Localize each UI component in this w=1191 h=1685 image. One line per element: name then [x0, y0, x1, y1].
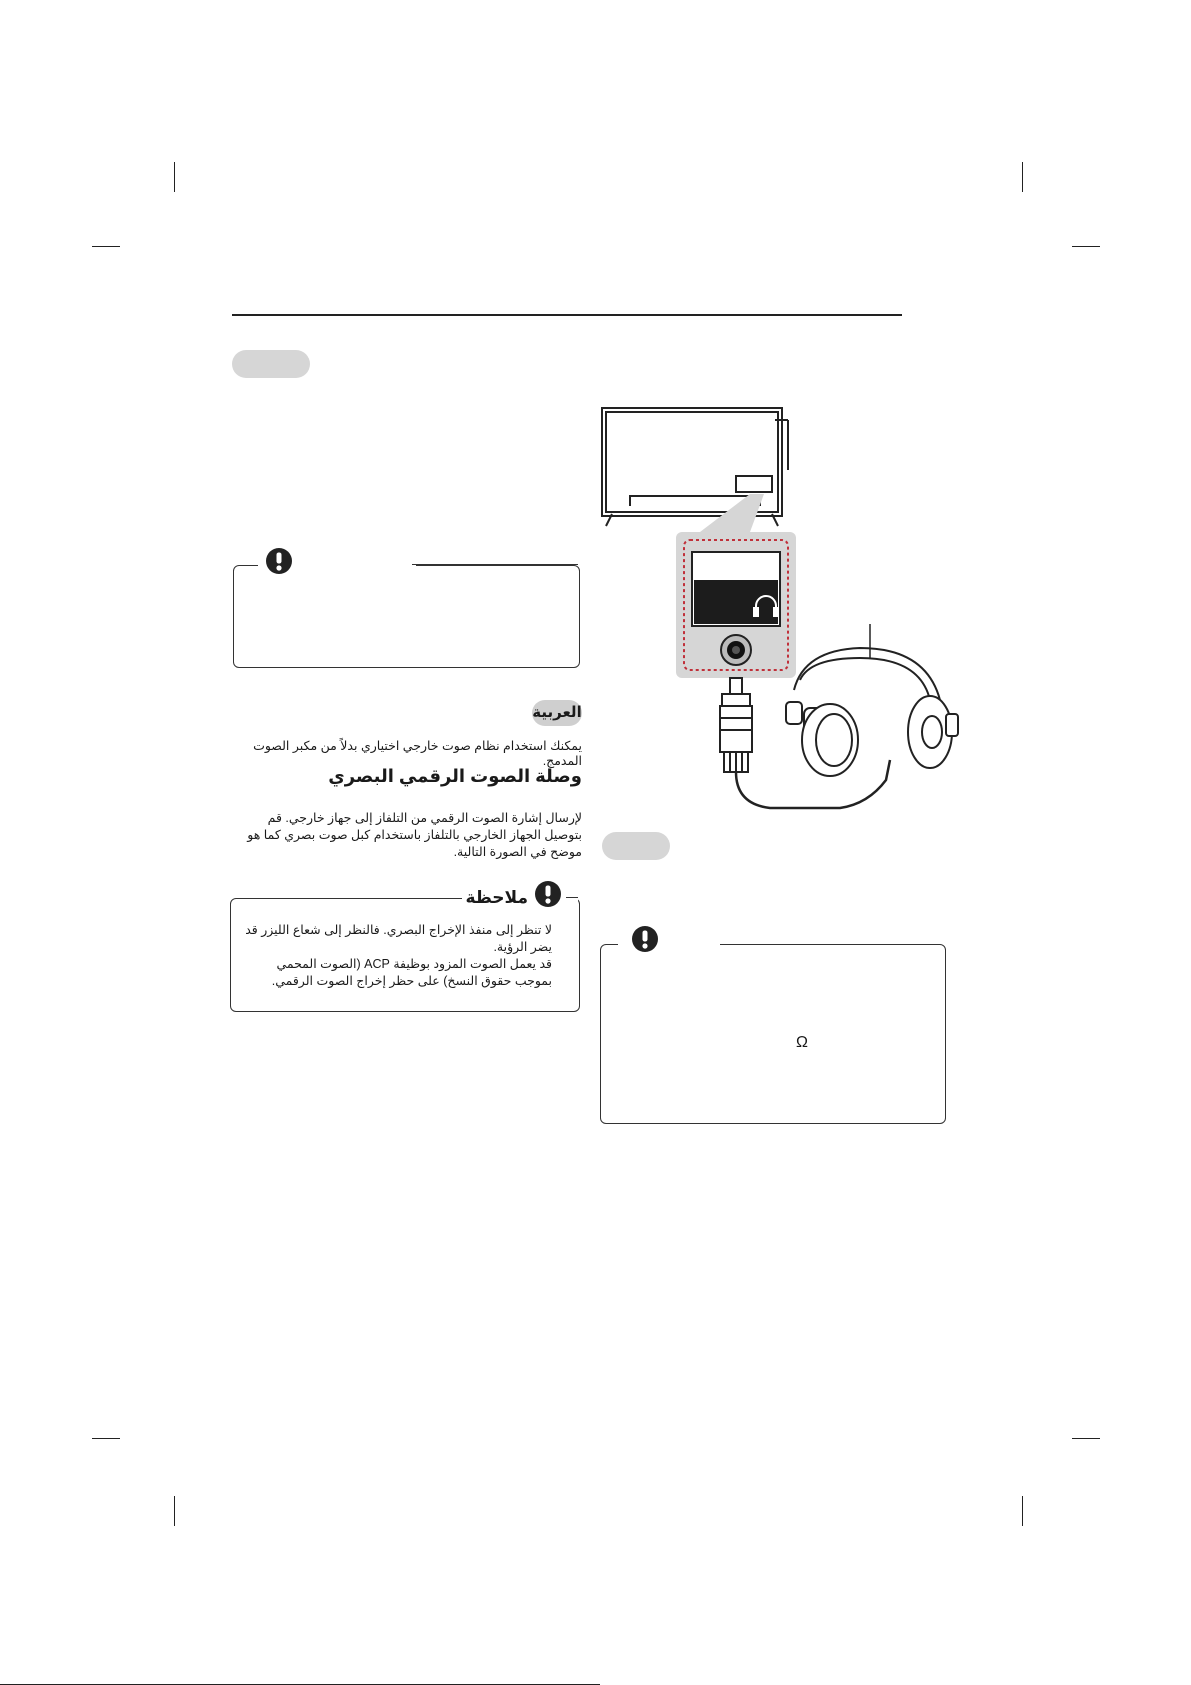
section-pill: [232, 350, 310, 378]
tv-back: [602, 408, 788, 526]
note-item: قد يعمل الصوت المزود بوظيفة ACP (الصوت المحمي بموجب حقوق النسخ) على حظر إخراج الصوت الرقمي.: [271, 957, 552, 988]
intro-text: يمكنك استخدام نظام صوت خارجي اختياري بدلاً من مكبر الصوت المدمج.: [253, 739, 582, 768]
language-badge: العربية: [532, 700, 582, 726]
caution-icon: [265, 547, 293, 580]
crop-mark: [1022, 1496, 1023, 1526]
crop-mark: [174, 1496, 175, 1526]
caution-icon: [534, 880, 562, 913]
crop-mark: [1072, 246, 1100, 247]
header-rule: [232, 314, 902, 316]
section-heading: وصلة الصوت الرقمي البصري: [328, 766, 582, 786]
caution-box: [600, 944, 946, 1124]
crop-mark: [1022, 162, 1023, 192]
crop-mark: [92, 246, 120, 247]
crop-mark: [92, 1438, 120, 1439]
headphone-connection-illustration: [590, 400, 970, 825]
caution-box: [233, 565, 580, 668]
note-title: ملاحظة: [465, 888, 528, 907]
ohm-symbol: Ω: [796, 1034, 808, 1051]
crop-mark: [174, 162, 175, 192]
section-body: لإرسال إشارة الصوت الرقمي من التلفاز إلى جهاز خارجي. قم بتوصيل الجهاز الخارجي بالتلفاز باستخدام كبل صوت بصري كما هو موضح في الصورة التالية.: [247, 811, 582, 859]
crop-mark: [1072, 1438, 1100, 1439]
caution-icon: [631, 925, 659, 958]
note-item: لا تنظر إلى منفذ الإخراج البصري. فالنظر إلى شعاع الليزر قد يضر الرؤية.: [245, 923, 552, 954]
section-pill: [602, 832, 670, 860]
